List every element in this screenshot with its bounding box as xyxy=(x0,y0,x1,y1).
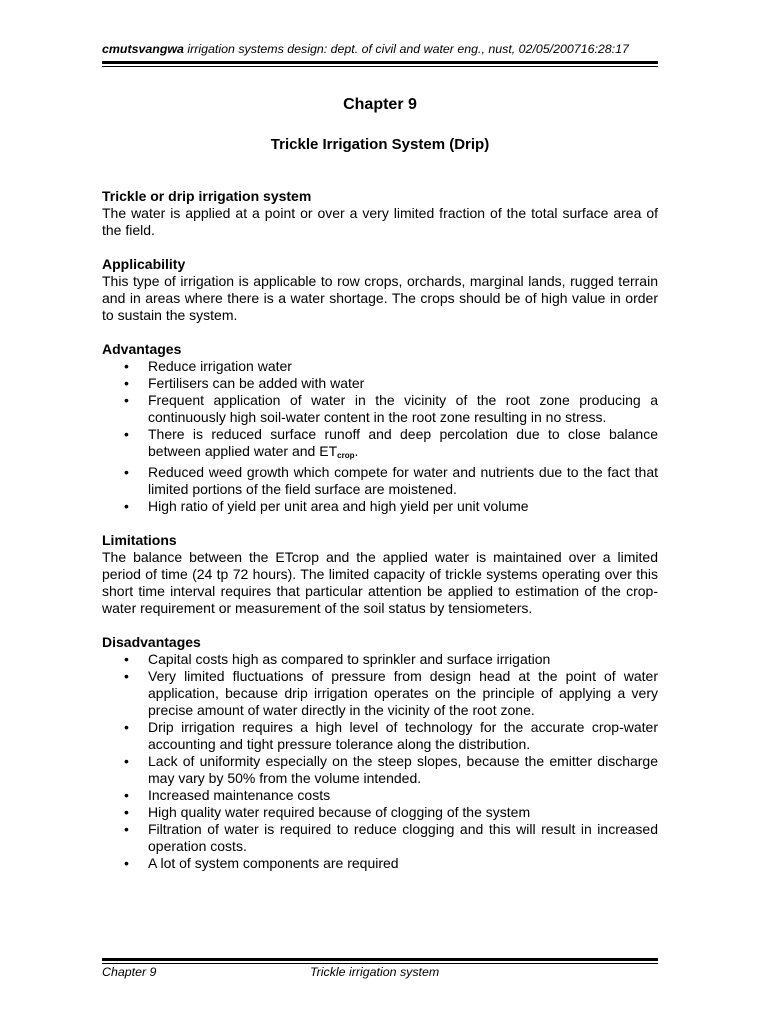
paragraph-applicability: This type of irrigation is applicable to row crops, orchards, marginal lands, rugged terrain and in areas where there is a water shortage. The crops should be of high value in order to sustain the system. xyxy=(102,273,658,323)
list-item xyxy=(102,821,658,855)
list-item-text: A lot of system components are required xyxy=(148,855,399,871)
footer-chapter: Chapter 9 xyxy=(102,965,157,979)
section-applicability xyxy=(102,256,658,324)
paragraph-limitations: The balance between the ETcrop and the applied water is maintained over a limited period of time (24 tp 72 hours). The limited capacity of trickle systems operating over this short time interval requires that particular attention be applied to estimation of the crop-water requirement or measurement of the soil status by tensiometers. xyxy=(102,549,658,616)
bullet-icon: • xyxy=(124,392,129,408)
list-item xyxy=(102,498,658,515)
list-item-text: Reduced weed growth which compete for water and nutrients due to the fact that limited portions of the field surface are moistened. xyxy=(148,464,658,497)
list-item-text: High quality water required because of clogging of the system xyxy=(148,804,531,820)
section-heading-advantages: Advantages xyxy=(102,341,182,357)
list-item-text: There is reduced surface runoff and deep percolation due to close balance between applied water and ET xyxy=(148,426,658,459)
paragraph-drip: The water is applied at a point or over a very limited fraction of the total surface area of the field. xyxy=(102,205,658,238)
list-item xyxy=(102,668,658,719)
header-rule-thick xyxy=(102,61,658,64)
section-advantages xyxy=(102,341,658,515)
bullet-icon: • xyxy=(124,821,129,837)
bullet-icon: • xyxy=(124,464,129,480)
list-item-text: Fertilisers can be added with water xyxy=(148,375,365,391)
header-text: irrigation systems design: dept. of civil and water eng., nust, 02/05/200716:28:17 xyxy=(183,42,629,56)
bullet-icon: • xyxy=(124,498,129,514)
bullet-icon: • xyxy=(124,651,129,667)
list-item xyxy=(102,375,658,392)
disadvantages-list xyxy=(102,651,658,872)
list-item xyxy=(102,464,658,498)
list-item xyxy=(102,787,658,804)
list-item xyxy=(102,392,658,426)
section-disadvantages xyxy=(102,634,658,872)
section-limitations xyxy=(102,532,658,617)
list-item xyxy=(102,804,658,821)
list-item-text: Lack of uniformity especially on the steep slopes, because the emitter discharge may vary by 50% from the volume intended. xyxy=(148,753,658,786)
bullet-icon: • xyxy=(124,787,129,803)
bullet-icon: • xyxy=(124,668,129,684)
section-heading-disadvantages: Disadvantages xyxy=(102,634,201,650)
bullet-icon: • xyxy=(124,804,129,820)
list-item-text: Frequent application of water in the vicinity of the root zone producing a continuously high soil-water content in the root zone resulting in no stress. xyxy=(148,392,658,425)
running-header xyxy=(102,42,658,56)
list-item xyxy=(102,855,658,872)
advantages-list xyxy=(102,358,658,515)
list-item-text: Increased maintenance costs xyxy=(148,787,331,803)
list-item-text: High ratio of yield per unit area and high yield per unit volume xyxy=(148,498,529,514)
bullet-icon: • xyxy=(124,719,129,735)
chapter-number: Chapter 9 xyxy=(343,96,417,113)
list-item-text: Very limited fluctuations of pressure from design head at the point of water application, because drip irrigation operates on the principle of applying a very precise amount of water directly in the vicinity of the root zone. xyxy=(148,668,658,718)
page-title: Trickle Irrigation System (Drip) xyxy=(270,136,490,153)
header-author: cmutsvangwa xyxy=(102,42,184,56)
footer-rule-thin xyxy=(102,963,658,964)
bullet-icon: • xyxy=(124,358,129,374)
list-item-text: Drip irrigation requires a high level of technology for the accurate crop-water accounting and tight pressure tolerance along the distribution. xyxy=(148,719,658,752)
list-item xyxy=(102,651,658,668)
header-rule-thin xyxy=(102,66,658,67)
list-item-text: Capital costs high as compared to sprinkler and surface irrigation xyxy=(148,651,551,667)
bullet-icon: • xyxy=(124,375,129,391)
list-item-period: . xyxy=(354,443,359,459)
footer-rule-thick xyxy=(102,958,658,961)
body-content xyxy=(102,188,658,889)
list-item xyxy=(102,358,658,375)
list-item xyxy=(102,719,658,753)
list-item-text: Filtration of water is required to reduce clogging and this will result in increased operation costs. xyxy=(148,821,658,854)
et-crop-subscript: crop xyxy=(337,451,355,460)
footer-title: Trickle irrigation system xyxy=(310,965,440,979)
list-item xyxy=(102,753,658,787)
bullet-icon: • xyxy=(124,753,129,769)
section-heading-limitations: Limitations xyxy=(102,532,177,548)
section-drip xyxy=(102,188,658,239)
list-item-text: Reduce irrigation water xyxy=(148,358,292,374)
bullet-icon: • xyxy=(124,855,129,871)
section-heading-drip: Trickle or drip irrigation system xyxy=(102,188,312,204)
section-heading-applicability: Applicability xyxy=(102,256,186,272)
list-item xyxy=(102,426,658,464)
bullet-icon: • xyxy=(124,426,129,442)
